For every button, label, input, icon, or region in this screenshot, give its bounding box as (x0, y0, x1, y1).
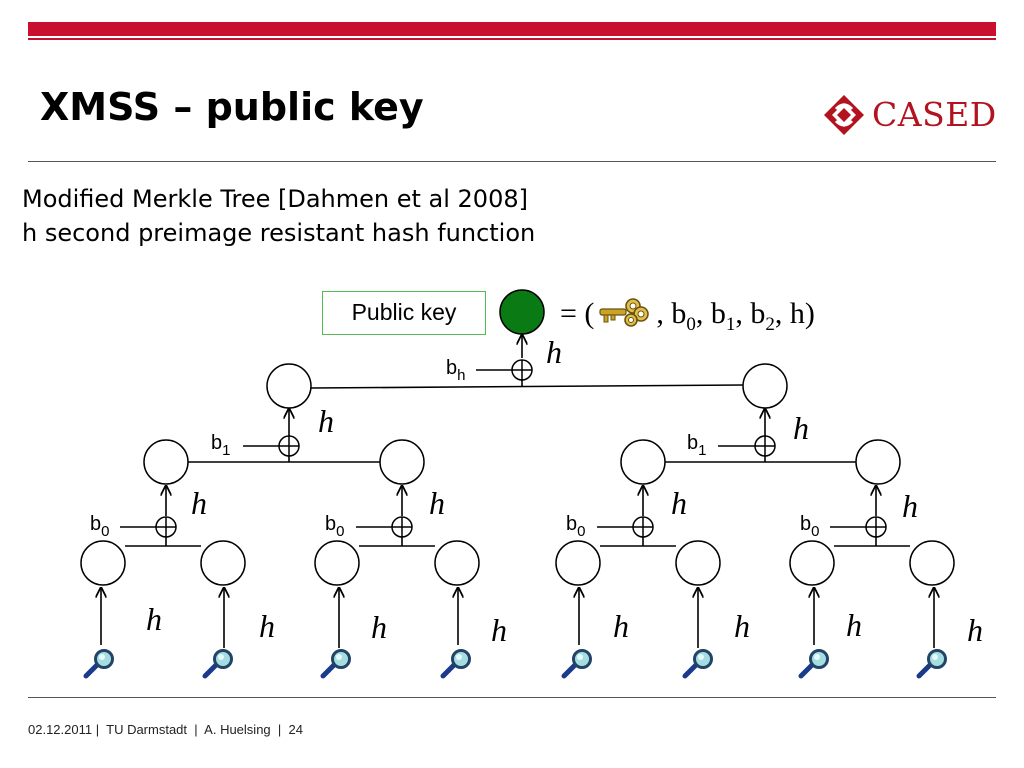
svg-text:h: h (613, 608, 629, 644)
bullet-line: Modified Merkle Tree [Dahmen et al 2008] (22, 185, 528, 213)
svg-text:b0: $b_0$ (90, 513, 110, 540)
hash-label: h (318, 403, 334, 439)
level0-group (566, 485, 687, 546)
tree-node (380, 440, 424, 484)
hash-label: h (793, 410, 809, 446)
leaf-hash-labels (146, 601, 983, 648)
footer: 02.12.2011 | TU Darmstadt | A. Huelsing | 24 (28, 722, 303, 737)
svg-text:h: h (967, 612, 983, 648)
svg-text:h: h (902, 488, 918, 524)
level0-group (90, 485, 207, 546)
magnifier-icon (86, 651, 946, 677)
footer-author: A. Huelsing (204, 722, 271, 737)
svg-text:b0: $b_0$ (325, 513, 345, 540)
page-number: 24 (288, 722, 303, 737)
footer-org: TU Darmstadt (106, 722, 188, 737)
golden-key-icon (596, 296, 652, 330)
svg-text:h: h (259, 608, 275, 644)
svg-text:h: h (846, 607, 862, 643)
bullet-line: h second preimage resistant hash function (22, 219, 536, 247)
svg-text:h: h (491, 612, 507, 648)
tree-node (267, 364, 311, 408)
tree-node (621, 440, 665, 484)
tree-node (743, 364, 787, 408)
logo-text: CASED (872, 95, 997, 134)
level0-group (800, 487, 918, 546)
tree-node (144, 440, 188, 484)
level0-group (325, 485, 445, 546)
svg-text:h: h (734, 608, 750, 644)
footer-date: 02.12.2011 (28, 722, 93, 737)
svg-text:h: h (429, 485, 445, 521)
slide-title: XMSS – public key (40, 85, 424, 129)
bitmask-label: $b_h$ (446, 357, 466, 384)
public-key-formula: = ( , $b_0$, $b_1$, $b_2$, h) (560, 297, 815, 335)
svg-text:h: h (671, 485, 687, 521)
svg-text:b0: $b_0$ (566, 513, 586, 540)
svg-text:b0: $b_0$ (800, 513, 820, 540)
tree-node (856, 440, 900, 484)
public-key-label: Public key (322, 291, 486, 335)
footer-divider (28, 697, 996, 698)
join-line (311, 385, 744, 388)
svg-text:h: h (191, 485, 207, 521)
svg-text:h: h (371, 609, 387, 645)
root-node (500, 290, 544, 334)
leaf-arrows (101, 589, 934, 648)
bitmask-label: $b_1$ (211, 432, 231, 459)
hash-label: h (546, 334, 562, 370)
leaf-node-row (81, 541, 954, 585)
svg-text:h: h (146, 601, 162, 637)
bitmask-label: $b_1$ (687, 432, 707, 459)
